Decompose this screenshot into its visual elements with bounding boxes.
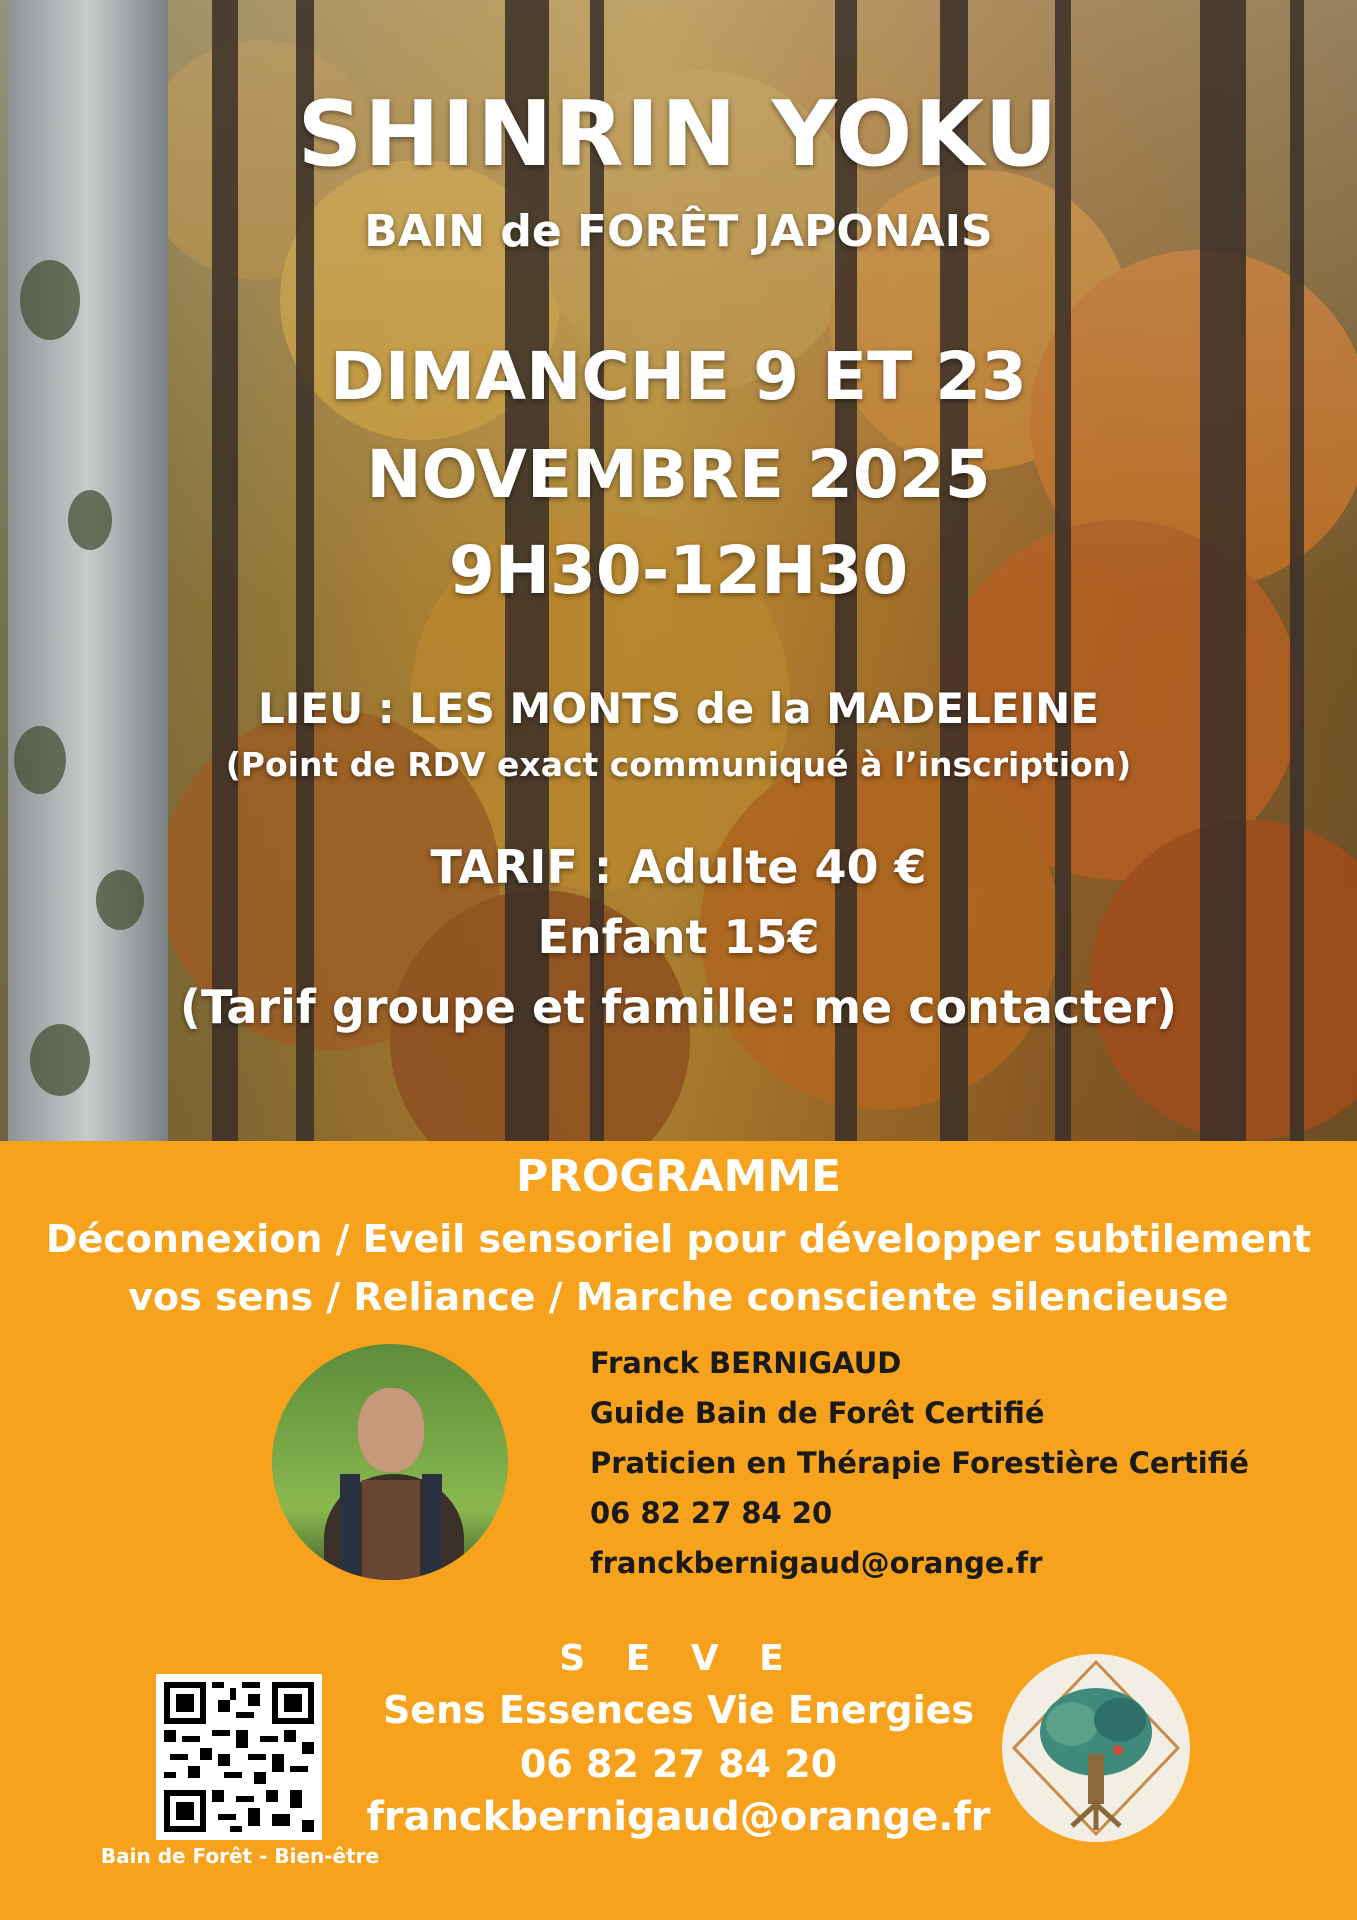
footer-phone[interactable]: 06 82 27 84 20	[519, 1742, 838, 1786]
event-time: 9H30-12H30	[448, 532, 909, 609]
price-group-note: (Tarif groupe et famille: me contacter)	[179, 980, 1178, 1034]
brand-acronym: S E V E	[559, 1638, 798, 1679]
event-location-note: (Point de RDV exact communiqué à l’inscription)	[225, 745, 1132, 784]
event-title: SHINRIN YOKU	[297, 82, 1060, 187]
qr-caption: Bain de Forêt - Bien-être	[100, 1844, 380, 1868]
brand-full-name: Sens Essences Vie Energies	[382, 1688, 975, 1732]
footer-email[interactable]: franckbernigaud@orange.fr	[366, 1794, 991, 1840]
programme-line2: vos sens / Reliance / Marche consciente silencieuse	[128, 1275, 1229, 1319]
event-subtitle: BAIN de FORÊT JAPONAIS	[364, 206, 993, 257]
event-date-line2: NOVEMBRE 2025	[366, 436, 991, 513]
guide-role1: Guide Bain de Forêt Certifié	[590, 1396, 1045, 1430]
programme-title: PROGRAMME	[515, 1151, 842, 1202]
price-child: Enfant 15€	[537, 910, 820, 964]
guide-email[interactable]: franckbernigaud@orange.fr	[590, 1546, 1043, 1580]
tree-icon	[1002, 1654, 1190, 1842]
price-adult: TARIF : Adulte 40 €	[430, 840, 927, 894]
programme-line1: Déconnexion / Eveil sensoriel pour développer subtilement	[45, 1217, 1312, 1261]
event-date-line1: DIMANCHE 9 ET 23	[330, 338, 1027, 415]
guide-role2: Praticien en Thérapie Forestière Certifié	[590, 1446, 1249, 1480]
guide-name: Franck BERNIGAUD	[590, 1346, 902, 1380]
guide-phone[interactable]: 06 82 27 84 20	[590, 1496, 833, 1530]
event-location: LIEU : LES MONTS de la MADELEINE	[257, 684, 1100, 733]
tree-logo	[1002, 1654, 1190, 1842]
guide-photo	[272, 1344, 508, 1580]
